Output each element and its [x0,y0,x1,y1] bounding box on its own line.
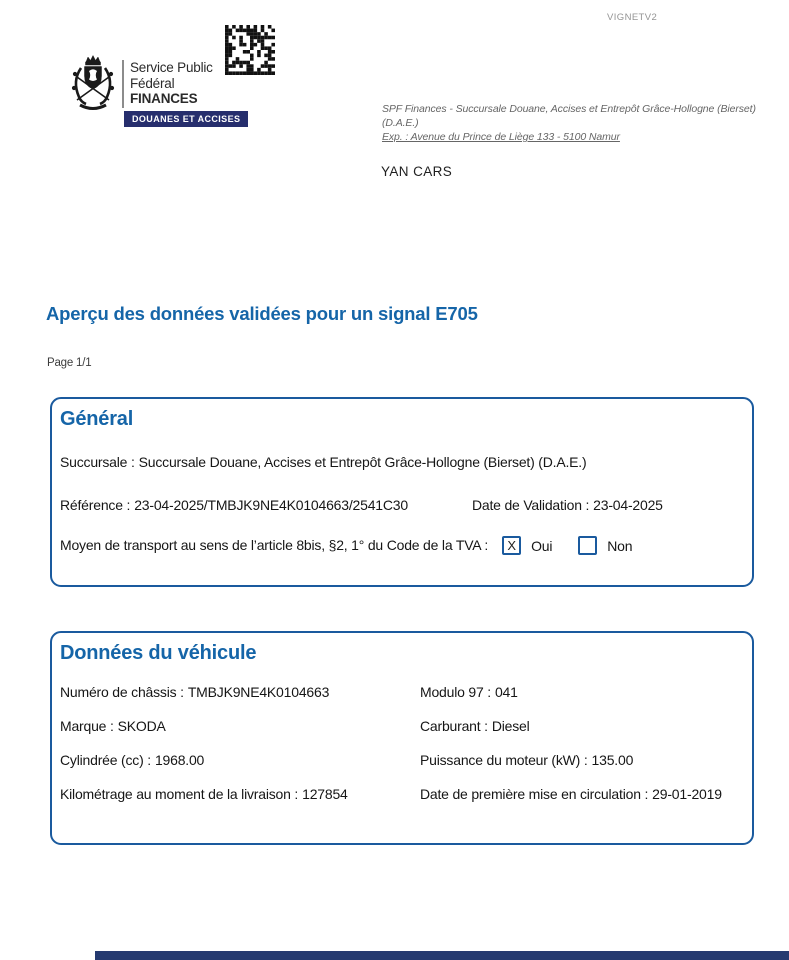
logo-line-1: Service Public [130,60,213,75]
field-puissance [420,751,738,770]
field-premiere-circulation [420,785,738,804]
field-carburant [420,717,738,736]
field-chassis [60,683,418,702]
field-date-validation [472,496,738,515]
field-carburant-value: Diesel [491,718,530,734]
field-chassis-label: Numéro de châssis : [60,684,184,700]
bottom-page-band [95,951,789,960]
section-general-heading: Général [60,408,134,430]
sender-line-2: Exp. : Avenue du Prince de Liège 133 - 5100 Namur [382,131,620,143]
logo-wordmark [130,60,213,107]
field-succursale-label: Succursale : [60,454,135,470]
checkbox-oui-label: Oui [531,537,553,554]
field-marque-label: Marque : [60,718,114,734]
section-general [50,397,754,587]
checkbox-non-label: Non [607,537,633,554]
field-succursale-value: Succursale Douane, Accises et Entrepôt Grâce-Hollogne (Bierset) (D.A.E.) [138,454,587,470]
field-kilometrage-value: 127854 [302,786,348,802]
page-indicator: Page 1/1 [47,357,92,369]
field-cylindree-label: Cylindrée (cc) : [60,752,151,768]
field-date-validation-value: 23-04-2025 [593,497,663,513]
field-chassis-value: TMBJK9NE4K0104663 [187,684,330,700]
logo-line-2: Fédéral [130,75,175,91]
vehicle-fields-grid [60,683,738,804]
row-reference [60,496,738,515]
field-kilometrage-label: Kilométrage au moment de la livraison : [60,786,299,802]
field-reference-value: 23-04-2025/TMBJK9NE4K0104663/2541C30 [134,497,408,513]
field-modulo97-value: 041 [494,684,518,700]
recipient-name: YAN CARS [381,164,453,179]
section-vehicle [50,631,754,845]
logo-line-3: FINANCES [130,91,198,106]
checkbox-non [578,536,597,555]
section-vehicle-heading: Données du véhicule [60,642,257,664]
checkbox-oui-mark: X [507,538,516,553]
field-date-validation-label: Date de Validation : [472,497,590,513]
field-succursale [60,453,738,472]
sender-address [382,102,789,144]
field-modulo97-label: Modulo 97 : [420,684,491,700]
field-marque [60,717,418,736]
field-marque-value: SKODA [117,718,166,734]
field-puissance-value: 135.00 [591,752,634,768]
field-premiere-circulation-label: Date de première mise en circulation : [420,786,649,802]
datamatrix-code-icon [225,25,275,75]
field-reference-label: Référence : [60,497,131,513]
field-puissance-label: Puissance du moteur (kW) : [420,752,588,768]
document-code: VIGNETV2 [607,12,658,23]
field-carburant-label: Carburant : [420,718,488,734]
field-cylindree [60,751,418,770]
field-modulo97 [420,683,738,702]
row-transport-tva [60,536,738,555]
field-reference [60,496,472,515]
field-cylindree-value: 1968.00 [154,752,205,768]
field-premiere-circulation-value: 29-01-2019 [652,786,722,802]
sender-line-1: SPF Finances - Succursale Douane, Accises et Entrepôt Grâce-Hollogne (Bierset) (D.A.E.) [382,103,756,129]
field-transport-label: Moyen de transport au sens de l’article 8bis, §2, 1° du Code de la TVA : [60,537,489,553]
logo-divider [122,60,124,108]
belgian-coat-of-arms-icon [68,54,118,112]
page-title: Aperçu des données validées pour un signal E705 [46,303,478,324]
checkbox-oui [502,536,521,555]
field-kilometrage [60,785,418,804]
douanes-accises-banner: DOUANES ET ACCISES [124,111,248,127]
